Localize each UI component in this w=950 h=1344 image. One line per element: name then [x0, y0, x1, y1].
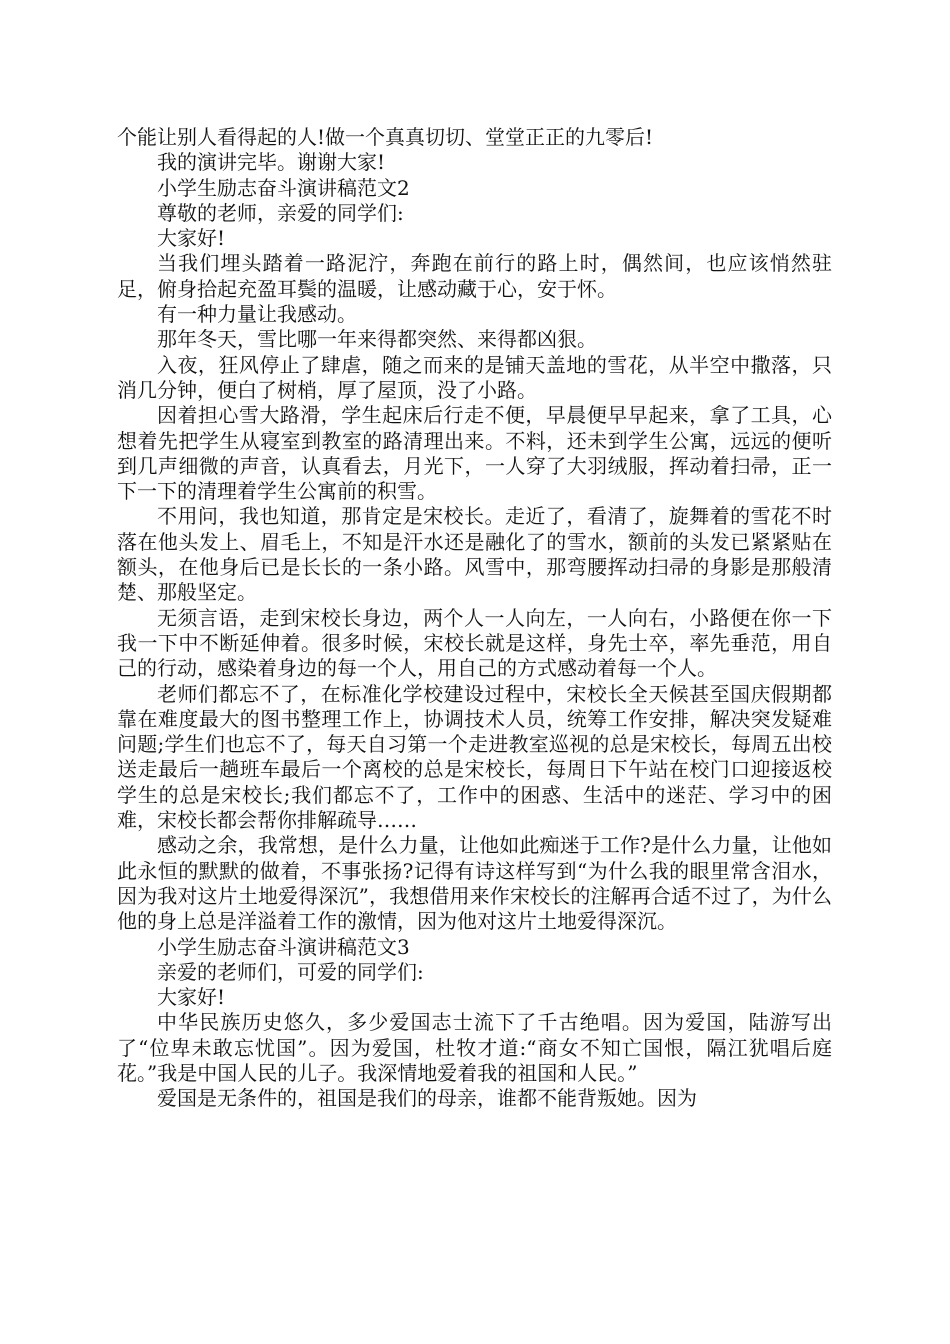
section-heading: 小学生励志奋斗演讲稿范文2 — [157, 175, 410, 200]
paragraph: 爱国是无条件的，祖国是我们的母亲，谁都不能背叛她。因为 — [157, 1086, 697, 1111]
paragraph: 个能让别人看得起的人!做一个真真切切、堂堂正正的九零后! — [117, 125, 654, 149]
paragraph: 因着担心雪大路滑，学生起床后行走不便，早晨便早早起来，拿了工具，心想着先把学生从寝室到教室的路清理出来。不料，还未到学生公寓，远远的便听到几声细微的声音，认真看去，月光下，一人穿了大羽绒服，挥动着扫帚，正一下一下的清理着学生公寓前的积雪。 — [117, 403, 832, 504]
paragraph: 我的演讲完毕。谢谢大家! — [157, 150, 386, 175]
paragraph: 有一种力量让我感动。 — [157, 302, 357, 327]
paragraph: 那年冬天，雪比哪一年来得都突然、来得都凶狠。 — [157, 327, 597, 352]
paragraph: 当我们埋头踏着一路泥泞，奔跑在前行的路上时，偶然间，也应该悄然驻足，俯身拾起充盈耳鬓的温暖，让感动藏于心，安于怀。 — [117, 251, 832, 301]
paragraph: 不用问，我也知道，那肯定是宋校长。走近了，看清了，旋舞着的雪花不时落在他头发上、眉毛上，不知是汗水还是融化了的雪水，额前的头发已紧紧贴在额头，在他身后已是长长的一条小路。风雪中，那弯腰挥动扫帚的身影是那般清楚、那般坚定。 — [117, 504, 832, 605]
paragraph: 感动之余，我常想，是什么力量，让他如此痴迷于工作?是什么力量，让他如此永恒的默默的做着，不事张扬?记得有诗这样写到“为什么我的眼里常含泪水，因为我对这片土地爱得深沉”，我想借用来作宋校长的注解再合适不过了，为什么他的身上总是洋溢着工作的激情，因为他对这片土地爱得深沉。 — [117, 833, 832, 934]
salutation: 亲爱的老师们，可爱的同学们: — [157, 959, 424, 984]
section-heading: 小学生励志奋斗演讲稿范文3 — [157, 934, 410, 959]
paragraph: 无须言语，走到宋校长身边，两个人一人向左，一人向右，小路便在你一下我一下中不断延伸着。很多时候，宋校长就是这样，身先士卒，率先垂范，用自己的行动，感染着身边的每一个人，用自己的方式感动着每一个人。 — [117, 605, 832, 681]
paragraph: 老师们都忘不了，在标准化学校建设过程中，宋校长全天候甚至国庆假期都靠在难度最大的图书整理工作上，协调技术人员，统筹工作安排，解决突发疑难问题;学生们也忘不了，每天自习第一个走进教室巡视的总是宋校长，每周五出校送走最后一趟班车最后一个离校的总是宋校长，每周日下午站在校门口迎接返校学生的总是宋校长;我们都忘不了，工作中的困惑、生活中的迷茫、学习中的困难，宋校长都会帮你排解疏导…… — [117, 681, 832, 833]
paragraph: 中华民族历史悠久，多少爱国志士流下了千古绝唱。因为爱国，陆游写出了“位卑未敢忘忧国”。因为爱国，杜牧才道:“商女不知亡国恨，隔江犹唱后庭花。”我是中国人民的儿子。我深情地爱着我的祖国和人民。” — [117, 1010, 832, 1085]
paragraph: 入夜，狂风停止了肆虐，随之而来的是铺天盖地的雪花，从半空中撒落，只消几分钟，便白了树梢，厚了屋顶，没了小路。 — [117, 352, 832, 402]
document-page — [117, 125, 832, 1112]
greeting: 大家好! — [157, 985, 226, 1010]
greeting: 大家好! — [157, 226, 226, 251]
salutation: 尊敬的老师，亲爱的同学们: — [157, 200, 404, 225]
